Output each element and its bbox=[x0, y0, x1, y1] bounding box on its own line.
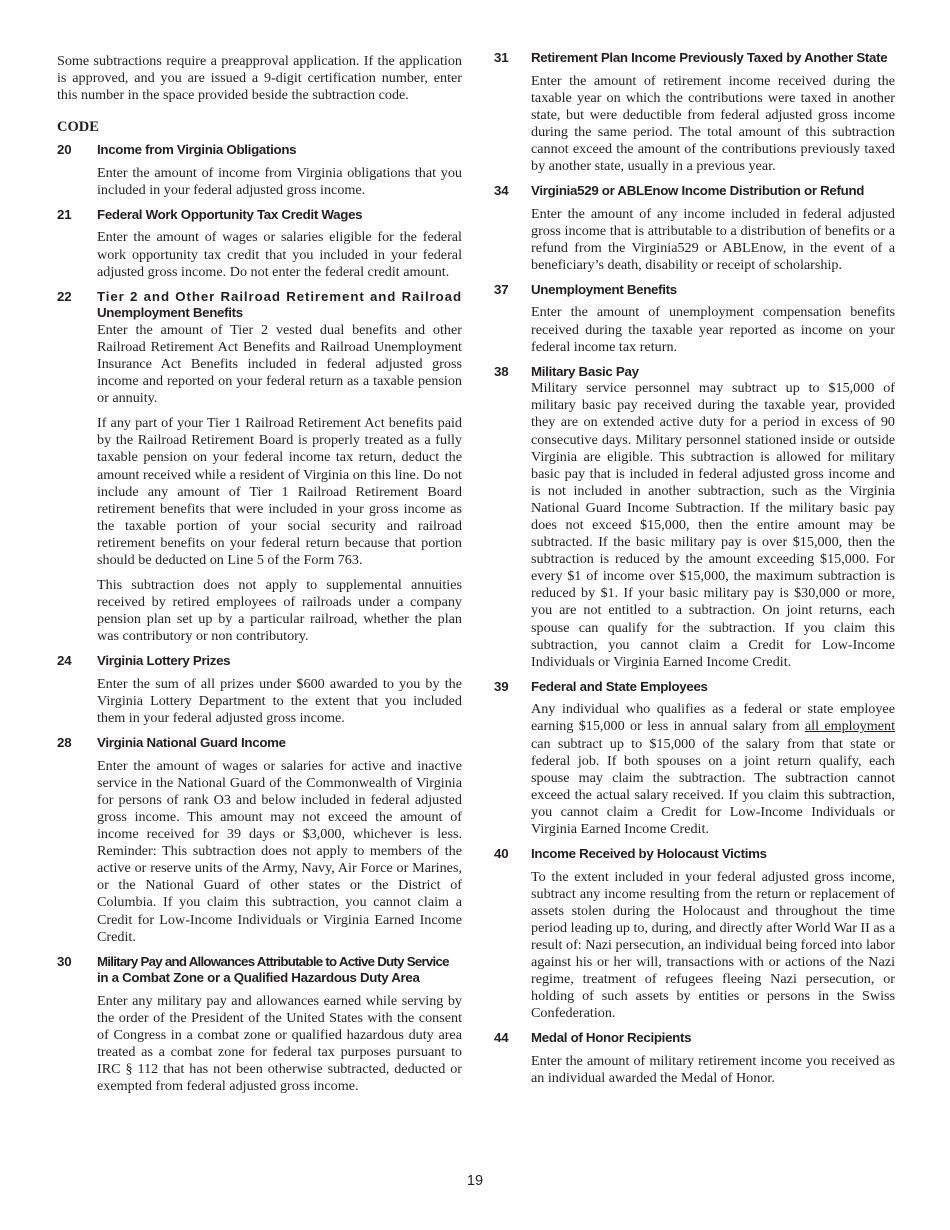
code-title: Virginia Lottery Prizes bbox=[97, 653, 231, 669]
code-title: Virginia529 or ABLEnow Income Distribution or Refund bbox=[531, 183, 865, 199]
code-number: 21 bbox=[57, 206, 72, 222]
code-number: 30 bbox=[57, 953, 72, 969]
code-description: Enter any military pay and allowances earned while serving by the order of the President of the United States with the consent of Congress in a combat zone or qualified hazardous duty area treated as a combat zone for federal tax purposes pursuant to IRC § 112 that has not been otherwise subtracted, deducted or exempted from federal adjusted gross income. bbox=[97, 992, 462, 1095]
right-column bbox=[494, 50, 895, 1095]
code-description: To the extent included in your federal adjusted gross income, subtract any income resulting from the return or replacement of assets stolen during the Holocaust and throughout the time period leading up to, during, and directly after World War II as a result of: Nazi persecution, an individual being forced into labor against his or her will, transactions with or actions of the Nazi regime, treatment of refugees fleeing Nazi persecution, or holding of such assets by entities or persons in the Swiss Confederation. bbox=[531, 868, 895, 1022]
code-description: Enter the amount of unemployment compensation benefits received during the taxable year reported as income on your federal income tax return. bbox=[531, 304, 895, 355]
description-text: can subtract up to $15,000 of the salary from that state or federal job. If both spouses on a joint return qualify, each spouse may claim the subtraction. The subtraction cannot exceed the actual salary received. If you claim this subtraction, you cannot claim a Credit for Low-Income Individuals or Virginia Earned Income Credit. bbox=[531, 735, 895, 837]
code-title: Income from Virginia Obligations bbox=[97, 142, 297, 158]
code-description: If any part of your Tier 1 Railroad Retirement Act benefits paid by the Railroad Retirement Board is properly treated as a fully taxable pension on your federal income tax return, deduct the amount received while a resident of Virginia on this line. Do not include any amount of Tier 1 Railroad Retirement Board retirement benefits that were included in your gross income as the taxable portion of your social security and railroad retirement benefits on your federal return because that portion should be deducted on Line 5 of the Form 763. bbox=[97, 415, 462, 568]
code-22-section bbox=[57, 289, 462, 646]
code-description: This subtraction does not apply to supplemental annuities received by retired employees of railroads under a company pension plan set up by a particular railroad, whether the plan was contributory or non contributory. bbox=[97, 577, 462, 645]
code-title: Medal of Honor Recipients bbox=[531, 1030, 692, 1046]
code-20-section bbox=[57, 142, 462, 199]
code-number: 20 bbox=[57, 142, 72, 158]
code-title bbox=[97, 289, 462, 322]
code-number: 28 bbox=[57, 735, 72, 751]
code-number: 44 bbox=[494, 1030, 509, 1046]
code-number: 38 bbox=[494, 363, 509, 379]
code-number: 22 bbox=[57, 288, 72, 304]
code-44-section bbox=[494, 1030, 895, 1087]
code-title bbox=[97, 954, 462, 987]
code-39-section bbox=[494, 679, 895, 838]
code-number: 40 bbox=[494, 846, 509, 862]
code-number: 31 bbox=[494, 50, 509, 65]
code-38-section bbox=[494, 364, 895, 671]
underlined-text: all employment bbox=[804, 718, 896, 735]
code-title: Retirement Plan Income Previously Taxed by Another State bbox=[531, 50, 888, 65]
code-description: Enter the amount of Tier 2 vested dual benefits and other Railroad Retirement Act Benefits and Railroad Unemployment Insurance Act Benefits included in federal adjusted gross income and reported on your federal return as a taxable pension or annuity. bbox=[97, 321, 462, 407]
code-description bbox=[531, 701, 895, 838]
code-description: Enter the amount of any income included in federal adjusted gross income that is attributable to a distribution of benefits or a refund from the Virginia529 or ABLEnow, in the event of a beneficiary’s death, disability or receipt of scholarship. bbox=[531, 205, 895, 273]
page-number: 19 bbox=[466, 1173, 484, 1189]
description-text: Any individual who qualifies as a federal or state employee earning $15,000 or less in annual salary from bbox=[531, 701, 895, 735]
code-40-section bbox=[494, 846, 895, 1022]
code-title-line-2: in a Combat Zone or a Qualified Hazardous Duty Area bbox=[97, 970, 420, 986]
code-30-section bbox=[57, 954, 462, 1096]
code-title-line-1: Tier 2 and Other Railroad Retirement and Railroad bbox=[97, 288, 462, 304]
code-31-section bbox=[494, 50, 895, 175]
code-21-section bbox=[57, 207, 462, 281]
code-number: 34 bbox=[494, 183, 509, 199]
code-title: Federal Work Opportunity Tax Credit Wages bbox=[97, 206, 363, 222]
code-title: Military Basic Pay bbox=[531, 363, 639, 379]
code-title: Unemployment Benefits bbox=[531, 281, 677, 297]
code-description: Enter the amount of retirement income received during the taxable year on which the contributions were taxed in another state, but were deductible from federal adjusted gross income during the same period. The total amount of this subtraction cannot exceed the amount of the contributions previously taxed by another state, usually in a previous year. bbox=[531, 72, 895, 174]
code-34-section bbox=[494, 183, 895, 274]
code-description: Enter the amount of wages or salaries eligible for the federal work opportunity tax credit that you included in your federal adjusted gross income. Do not enter the federal credit amount. bbox=[97, 229, 462, 280]
code-title: Income Received by Holocaust Victims bbox=[531, 846, 767, 862]
code-37-section bbox=[494, 282, 895, 356]
code-title-line-1: Military Pay and Allowances Attributable to Active Duty Service bbox=[97, 953, 449, 969]
code-title-line-2: Unemployment Benefits bbox=[97, 305, 243, 321]
left-column bbox=[57, 50, 462, 1103]
code-28-section bbox=[57, 735, 462, 946]
code-description: Enter the sum of all prizes under $600 awarded to you by the Virginia Lottery Department to the extent that you included them in your federal adjusted gross income. bbox=[97, 675, 462, 727]
intro-paragraph: Some subtractions require a preapproval application. If the application is approved, and you are issued a 9-digit certification number, enter this number in the space provided beside the subtraction code. bbox=[57, 53, 462, 104]
code-number: 39 bbox=[494, 678, 509, 694]
code-number: 24 bbox=[57, 653, 72, 669]
code-number: 37 bbox=[494, 281, 509, 297]
code-title: Virginia National Guard Income bbox=[97, 735, 286, 751]
code-title: Federal and State Employees bbox=[531, 678, 708, 694]
code-label: CODE bbox=[57, 119, 99, 136]
code-description: Enter the amount of wages or salaries for active and inactive service in the National Guard of the Commonwealth of Virginia for persons of rank O3 and below included in federal adjusted gross income. This amount may not exceed the amount of income received for 39 days or $3,000, whichever is less. Reminder: This subtraction does not apply to members of the active or reserve units of the Army, Navy, Air Force or Marines, or the National Guard of other states or the District of Columbia. If you claim this subtraction, you cannot claim a Credit for Low-Income Individuals or Virginia Earned Income Credit. bbox=[97, 757, 462, 945]
code-24-section bbox=[57, 653, 462, 727]
code-description: Military service personnel may subtract up to $15,000 of military basic pay received during the taxable year, provided they are on extended active duty for a period in excess of 90 consecutive days. Military personnel stationed inside or outside Virginia are eligible. This subtraction is allowed for military basic pay that is included in federal adjusted gross income and is not included in another subtraction, such as the Virginia National Guard Income Subtraction. If the military basic pay does not exceed $15,000, then the entire amount may be subtracted. If the basic military pay is over $15,000, then the subtraction is reduced by the amount exceeding $15,000. For every $1 of income over $15,000, the maximum subtraction is reduced by $1. If your basic military pay is $30,000 or more, you are not entitled to a subtraction. On joint returns, each spouse can qualify for the subtraction. If you claim this subtraction, you cannot claim a Credit for Low-Income Individuals or Virginia Earned Income Credit. bbox=[531, 380, 895, 670]
code-description: Enter the amount of military retirement income you received as an individual awarded the Medal of Honor. bbox=[531, 1052, 895, 1086]
code-description: Enter the amount of income from Virginia obligations that you included in your federal adjusted gross income. bbox=[97, 164, 462, 198]
